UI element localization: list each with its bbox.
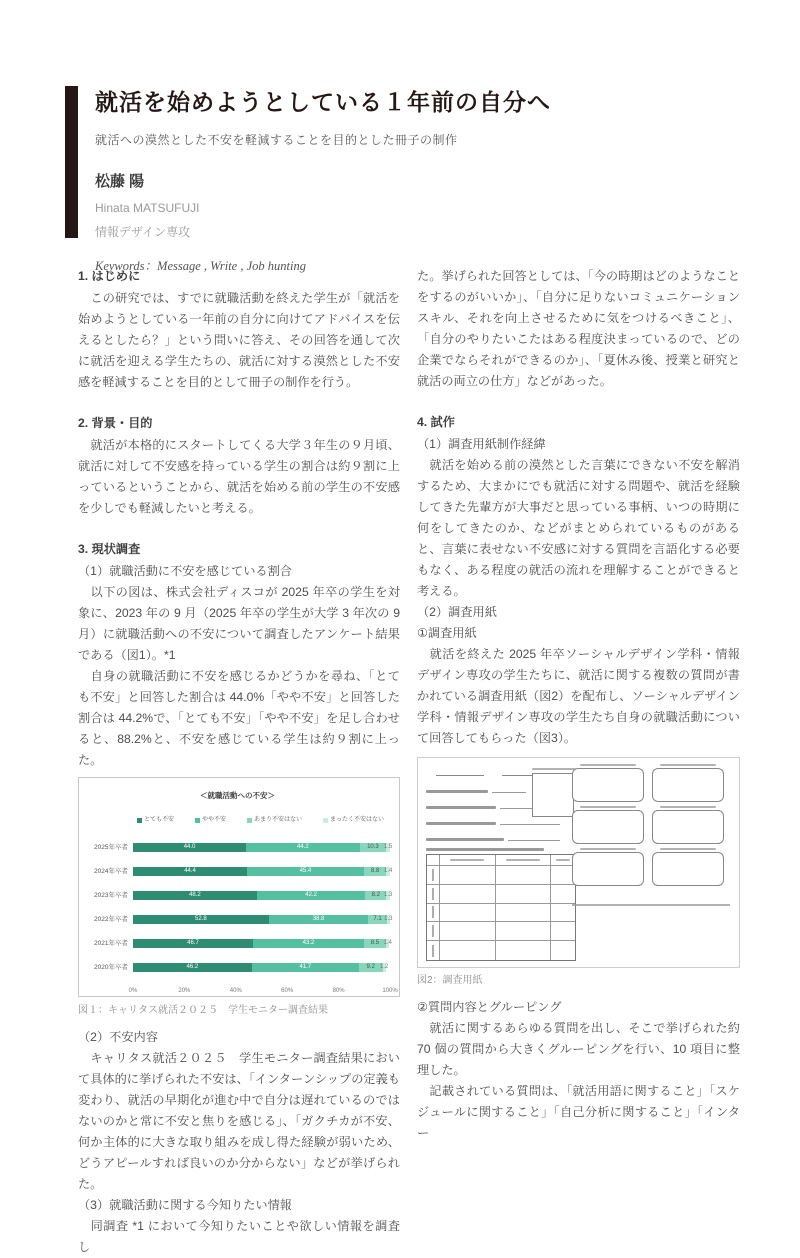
author-affiliation: 情報デザイン専攻 [95,225,191,239]
survey-answer-box-group [652,848,724,886]
legend-item: とても不安 [137,810,174,831]
paper-title: 就活を始めようとしている１年前の自分へ [95,89,551,115]
survey-table-cell [440,922,496,941]
chart-category-label: 2023年卒者 [94,892,128,899]
chart-value-label: 43.2 [302,940,315,946]
survey-answer-box-caption [660,806,716,808]
chart-segment [383,891,393,900]
section-heading-3: 3. 現状調査 [78,542,141,556]
chart-value-label: 1.2 [379,964,389,970]
legend-swatch [247,818,252,823]
chart-segment [133,867,247,876]
section-heading-4: 4. 試作 [417,415,455,429]
survey-answer-box [572,852,644,886]
survey-form-question-line [426,816,576,825]
survey-table-cell [440,866,496,885]
legend-swatch [323,818,328,823]
chart-value-label: 46.7 [187,940,199,946]
chart-value-label: 48.2 [189,892,201,898]
chart-value-label: 1.4 [383,940,392,946]
chart-value-label: 1.3 [383,892,393,898]
survey-table-cell [427,855,440,866]
survey-form-schedule-label [426,848,544,851]
chart-value-label: 44.4 [184,868,196,874]
survey-answer-box-group [652,764,724,802]
survey-table-cell [440,855,496,866]
chart-bar [133,891,393,900]
paragraph-prototype-1: 就活を始める前の漠然とした言葉にできない不安を解消するため、大まかにでも就活に対する問題や、就活を経験してきた先輩方が大事だと思っている事柄、いつの時期に何をしてきたのか、などがまとめられているものがあると、言葉に表せない不安感に対する質問を言語化する必要もなく、ある程度の就活の流れを理解することができると考える。 [417,458,740,598]
chart-segment [246,843,360,852]
survey-answer-box-group [572,806,644,844]
chart-value-label: 9.2 [366,964,375,970]
x-tick-label: 80% [332,988,345,994]
survey-answer-box-group [652,806,724,844]
chart-row [85,957,390,978]
chart-value-label: 1.5 [383,844,393,850]
chart-bar [133,915,393,924]
paragraph-grouping-1: 就活に関するあらゆる質問を出し、そこで挙げられた約 70 個の質問から大きくグルーピングを行い、10 項目に整理した。 [417,1021,740,1077]
survey-answer-box-caption [660,848,716,850]
survey-answer-box [652,852,724,886]
chart-segment [257,891,365,900]
chart-value-label: 45.4 [299,868,312,874]
survey-answer-box [572,810,644,844]
subsection-3-2: （2）不安内容 [78,1030,158,1044]
paper-subtitle: 就活への漠然とした不安を軽減することを目的とした冊子の制作 [95,133,458,147]
subsection-4-2-1: ①調査用紙 [417,626,477,640]
chart-legend [85,810,390,831]
chart-category-label: 2020年卒者 [94,964,128,971]
survey-table-cell [551,922,575,941]
paragraph-prototype-2: 就活を終えた 2025 年卒ソーシャルデザイン学科・情報デザイン専攻の学生たちに、就活に関する複数の質問が書かれている調査用紙（図2）を配布し、ソーシャルデザイン学科・情報デザイン専攻の学生たち自身の就職活動について回答してもらった（図3）。 [417,647,740,745]
figure1-caption: 図１：キャリタス就活２０２５ 学生モニター調査結果 [78,1005,328,1016]
legend-swatch [195,818,200,823]
chart-category-label: 2021年卒者 [94,940,128,947]
survey-answer-box-caption [580,806,636,808]
survey-answer-box-group [572,764,644,802]
chart-segment [269,915,369,924]
survey-form-table [426,854,576,961]
chart-value-label: 1.4 [384,868,393,874]
survey-form-blank-field [436,766,484,776]
survey-answer-box [652,810,724,844]
section-heading-2: 2. 背景・目的 [78,416,153,430]
survey-table-cell [427,922,440,941]
subsection-3-3: （3）就職活動に関する今知りたい情報 [78,1198,292,1212]
survey-table-cell [496,941,552,960]
survey-answer-box-group [572,848,644,886]
chart-value-label: 46.2 [186,964,199,970]
legend-item: やや不安 [195,810,226,831]
left-column [78,266,400,1258]
chart-segment [364,867,387,876]
survey-answer-box-caption [660,764,716,766]
survey-table-cell [551,885,575,904]
chart-plot-area [85,837,393,978]
survey-table-cell [427,904,440,923]
paragraph-background: 就活が本格的にスタートしてくる大学３年生の９月頃、就活に対して不安感を持っている学生の割合は約９割に上っているということから、就活を始める前の学生の不安感を少しでも軽減したいと考える。 [78,438,400,515]
survey-form-question-line [426,832,576,841]
title-accent-bar [65,86,78,238]
chart-value-label: 52.8 [195,916,207,922]
subsection-3-1: （1）就職活動に不安を感じている割合 [78,564,292,578]
chart-segment [133,939,253,948]
chart-row [85,909,393,930]
survey-form-small-box [532,773,574,817]
chart-category-label: 2025年卒者 [94,844,128,851]
survey-table-cell [496,904,552,923]
paragraph-info-wanted: 同調査 *1 において今知りたいことや欲しい情報を調査し [78,1219,400,1254]
legend-item: まったく不安はない [323,810,384,831]
survey-table-cell [440,904,496,923]
chart-value-label: 38.8 [312,916,325,922]
chart-bar [133,843,393,852]
chart-segment [133,843,246,852]
chart-title: ＜就職活動への不安＞ [200,791,275,800]
chart-x-ticks [128,981,398,994]
x-tick-label: 20% [178,988,191,994]
survey-table-cell [496,855,552,866]
chart-category-label: 2022年卒者 [94,916,128,923]
survey-table-cell [440,941,496,960]
paragraph-survey-2: 自身の就職活動に不安を感じるかどうかを尋ね、「とても不安」と回答した割合は 44.0%「やや不安」と回答した割合は 44.2%で、「とても不安」「やや不安」を足し合わせると、88.2%と、不安を感じている学生は約９割に上った。 [78,669,400,767]
paragraph-survey-1: 以下の図は、株式会社ディスコが 2025 年卒の学生を対象に、2023 年の 9 月（2025 年卒の学生が大学 3 年次の 9 月）に就職活動への不安について調査したアンケート結果である（図1）。*1 [78,585,400,662]
survey-answer-box [572,768,644,802]
x-tick-label: 0% [128,988,138,994]
paragraph-grouping-2: 記載されている質問は、「就活用語に関すること」「スケジュールに関すること」「自己分析に関すること」「インター [417,1084,740,1140]
subsection-4-2-2: ②質問内容とグルーピング [417,1000,562,1014]
chart-value-label: 44.0 [183,844,196,850]
survey-table-cell [496,885,552,904]
subsection-4-2: （2）調査用紙 [417,605,497,619]
survey-table-cell [551,904,575,923]
chart-segment [383,843,393,852]
chart-value-label: 8.5 [370,940,380,946]
chart-value-label: 8.8 [370,868,380,874]
chart-row [85,861,393,882]
chart-segment [252,963,359,972]
chart-row [85,933,390,954]
chart-value-label: 41.7 [299,964,312,970]
chart-segment [253,939,364,948]
chart-bar [133,939,390,948]
section-heading-1: 1. はじめに [78,269,141,283]
chart-segment [384,915,393,924]
right-column [417,266,740,1258]
paragraph-intro: この研究では、すでに就職活動を終えた学生が「就活を始めようとしている一年前の自分に向けてアドバイスを伝えるとしたら？」という問いに答え、その回答を通して次に就活を迎える学生たちの、就活に対する漠然とした不安感を軽減することを目的として冊子の制作を行う。 [78,291,400,389]
chart-value-label: 7.1 [373,916,382,922]
figure2-survey-form [417,757,740,968]
figure1-chart [78,777,400,997]
survey-table-cell [440,885,496,904]
subsection-4-1: （1）調査用紙制作経緯 [417,437,546,451]
survey-table-cell [551,941,575,960]
survey-table-cell [427,941,440,960]
chart-value-label: 44.2 [297,844,309,850]
survey-form-answer-boxes [572,764,724,886]
chart-row [85,885,393,906]
x-tick-label: 60% [281,988,294,994]
survey-table-cell [496,922,552,941]
chart-segment [383,939,392,948]
paragraph-continuation: た。挙げられた回答としては、「今の時期はどのようなことをするのがいいか」、「自分に足りないコミュニケーションスキル、それを向上させるために気をつけるべきこと」、「自分のやりたいこたはある程度決まっているので、どの企業でならそれができるのか」、「夏休み後、授業と研究と就活の両立の仕方」などがあった。 [417,269,740,388]
x-tick-label: 100% [382,988,398,994]
chart-bar [133,867,393,876]
chart-segment [360,843,386,852]
paper-header [65,84,745,274]
survey-table-cell [496,866,552,885]
chart-value-label: 42.2 [305,892,317,898]
author-name-en: Hinata MATSUFUJI [95,201,200,215]
chart-segment [133,963,252,972]
survey-answer-box-caption [580,764,636,766]
chart-value-label: 10.3 [367,844,379,850]
survey-form-footnote-line [572,904,730,906]
chart-segment [133,915,269,924]
figure2-caption: 図2：調査用紙 [417,975,483,986]
survey-answer-box-caption [580,848,636,850]
paragraph-anxiety-content: キャリタス就活２０２５ 学生モニター調査結果において具体的に挙げられた不安は、「インターンシップの定義も変わり、就活の早期化が進む中で自分は遅れているのではないのかと常に不安と焦りを感じる」、「ガクチカが不安、何か主体的に大きな取り組みを成し得た経験が弱いため、どうアピールすれば良いのか分からない」などが挙げられた。 [78,1051,400,1191]
survey-answer-box [652,768,724,802]
legend-swatch [137,818,142,823]
chart-bar [133,963,390,972]
chart-segment [133,891,257,900]
survey-form-small-box-caption [532,768,576,770]
x-tick-label: 40% [229,988,242,994]
chart-segment [247,867,364,876]
chart-row [85,837,393,858]
survey-table-cell [427,866,440,885]
keywords-line: Keywords：Message , Write , Job hunting [95,259,306,273]
author-name: 松藤 陽 [95,173,145,190]
article-body [78,266,740,1258]
chart-value-label: 8.2 [371,892,381,898]
chart-segment [384,867,393,876]
chart-category-label: 2024年卒者 [94,868,128,875]
legend-item: あまり不安はない [247,810,302,831]
chart-segment [379,963,389,972]
survey-table-cell [427,885,440,904]
chart-value-label: 1.3 [384,916,393,922]
